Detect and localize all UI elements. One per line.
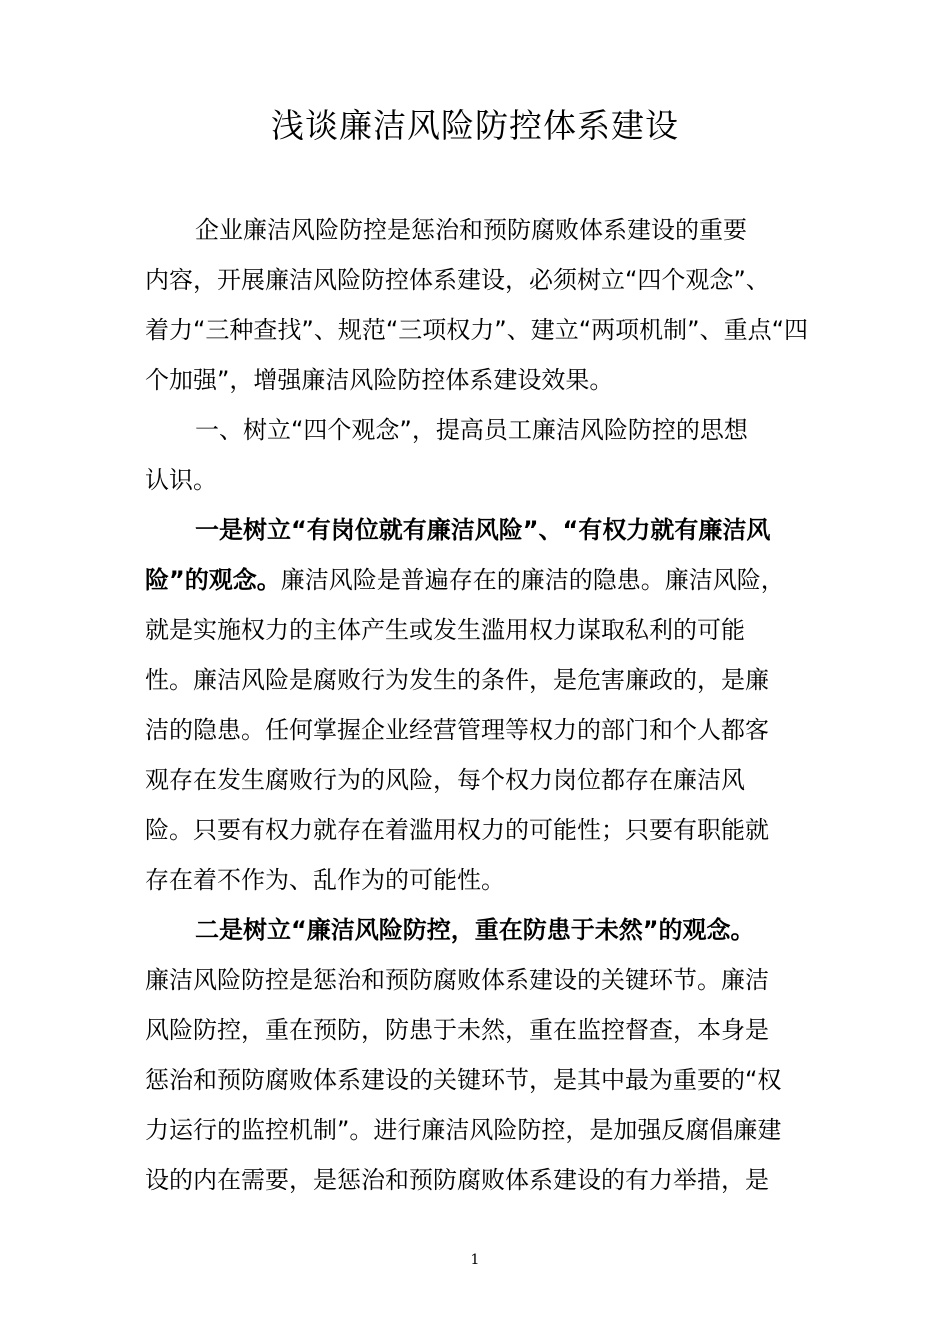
paragraph-line: 个加强”，增强廉洁风险防控体系建设效果。 [145,366,614,394]
paragraph-line: 廉洁风险防控是惩治和预防腐败体系建设的关键环节。廉洁 [145,966,769,994]
page-number: 1 [470,1252,480,1268]
paragraph-line: 力运行的监控机制”。进行廉洁风险防控，是加强反腐倡廉建 [145,1116,782,1144]
paragraph-line: 内容，开展廉洁风险防控体系建设，必须树立“四个观念”、 [145,266,770,294]
paragraph-line: 性。廉洁风险是腐败行为发生的条件，是危害廉政的，是廉 [145,666,769,694]
paragraph-line: 企业廉洁风险防控是惩治和预防腐败体系建设的重要 [195,216,747,244]
bold-subheading-line: 二是树立“廉洁风险防控，重在防患于未然”的观念。 [195,916,755,944]
paragraph-line: 就是实施权力的主体产生或发生滥用权力谋取私利的可能 [145,616,745,644]
paragraph-line: 着力“三种查找”、规范“三项权力”、建立“两项机制”、重点“四 [145,316,809,344]
section-heading-line: 一、树立“四个观念”，提高员工廉洁风险防控的思想 [195,416,748,444]
bold-subheading-fragment: 险”的观念。 [145,566,281,594]
paragraph-line: 洁的隐患。任何掌握企业经营管理等权力的部门和个人都客 [145,716,769,744]
section-heading-line: 认识。 [145,466,217,494]
document-title: 浅谈廉洁风险防控体系建设 [271,106,679,145]
paragraph-fragment: 廉洁风险是普遍存在的廉洁的隐患。廉洁风险， [280,566,785,594]
mixed-paragraph-line [145,555,835,605]
paragraph-line: 观存在发生腐败行为的风险，每个权力岗位都存在廉洁风 [145,766,745,794]
bold-subheading-line: 一是树立“有岗位就有廉洁风险”、“有权力就有廉洁风 [195,516,771,544]
paragraph-line: 险。只要有权力就存在着滥用权力的可能性；只要有职能就 [145,816,769,844]
paragraph-line: 惩治和预防腐败体系建设的关键环节，是其中最为重要的“权 [145,1066,782,1094]
document-body [145,205,835,1205]
paragraph-line: 风险防控，重在预防，防患于未然，重在监控督查，本身是 [145,1016,769,1044]
paragraph-line: 设的内在需要，是惩治和预防腐败体系建设的有力举措，是 [145,1166,769,1194]
paragraph-line: 存在着不作为、乱作为的可能性。 [145,866,505,894]
